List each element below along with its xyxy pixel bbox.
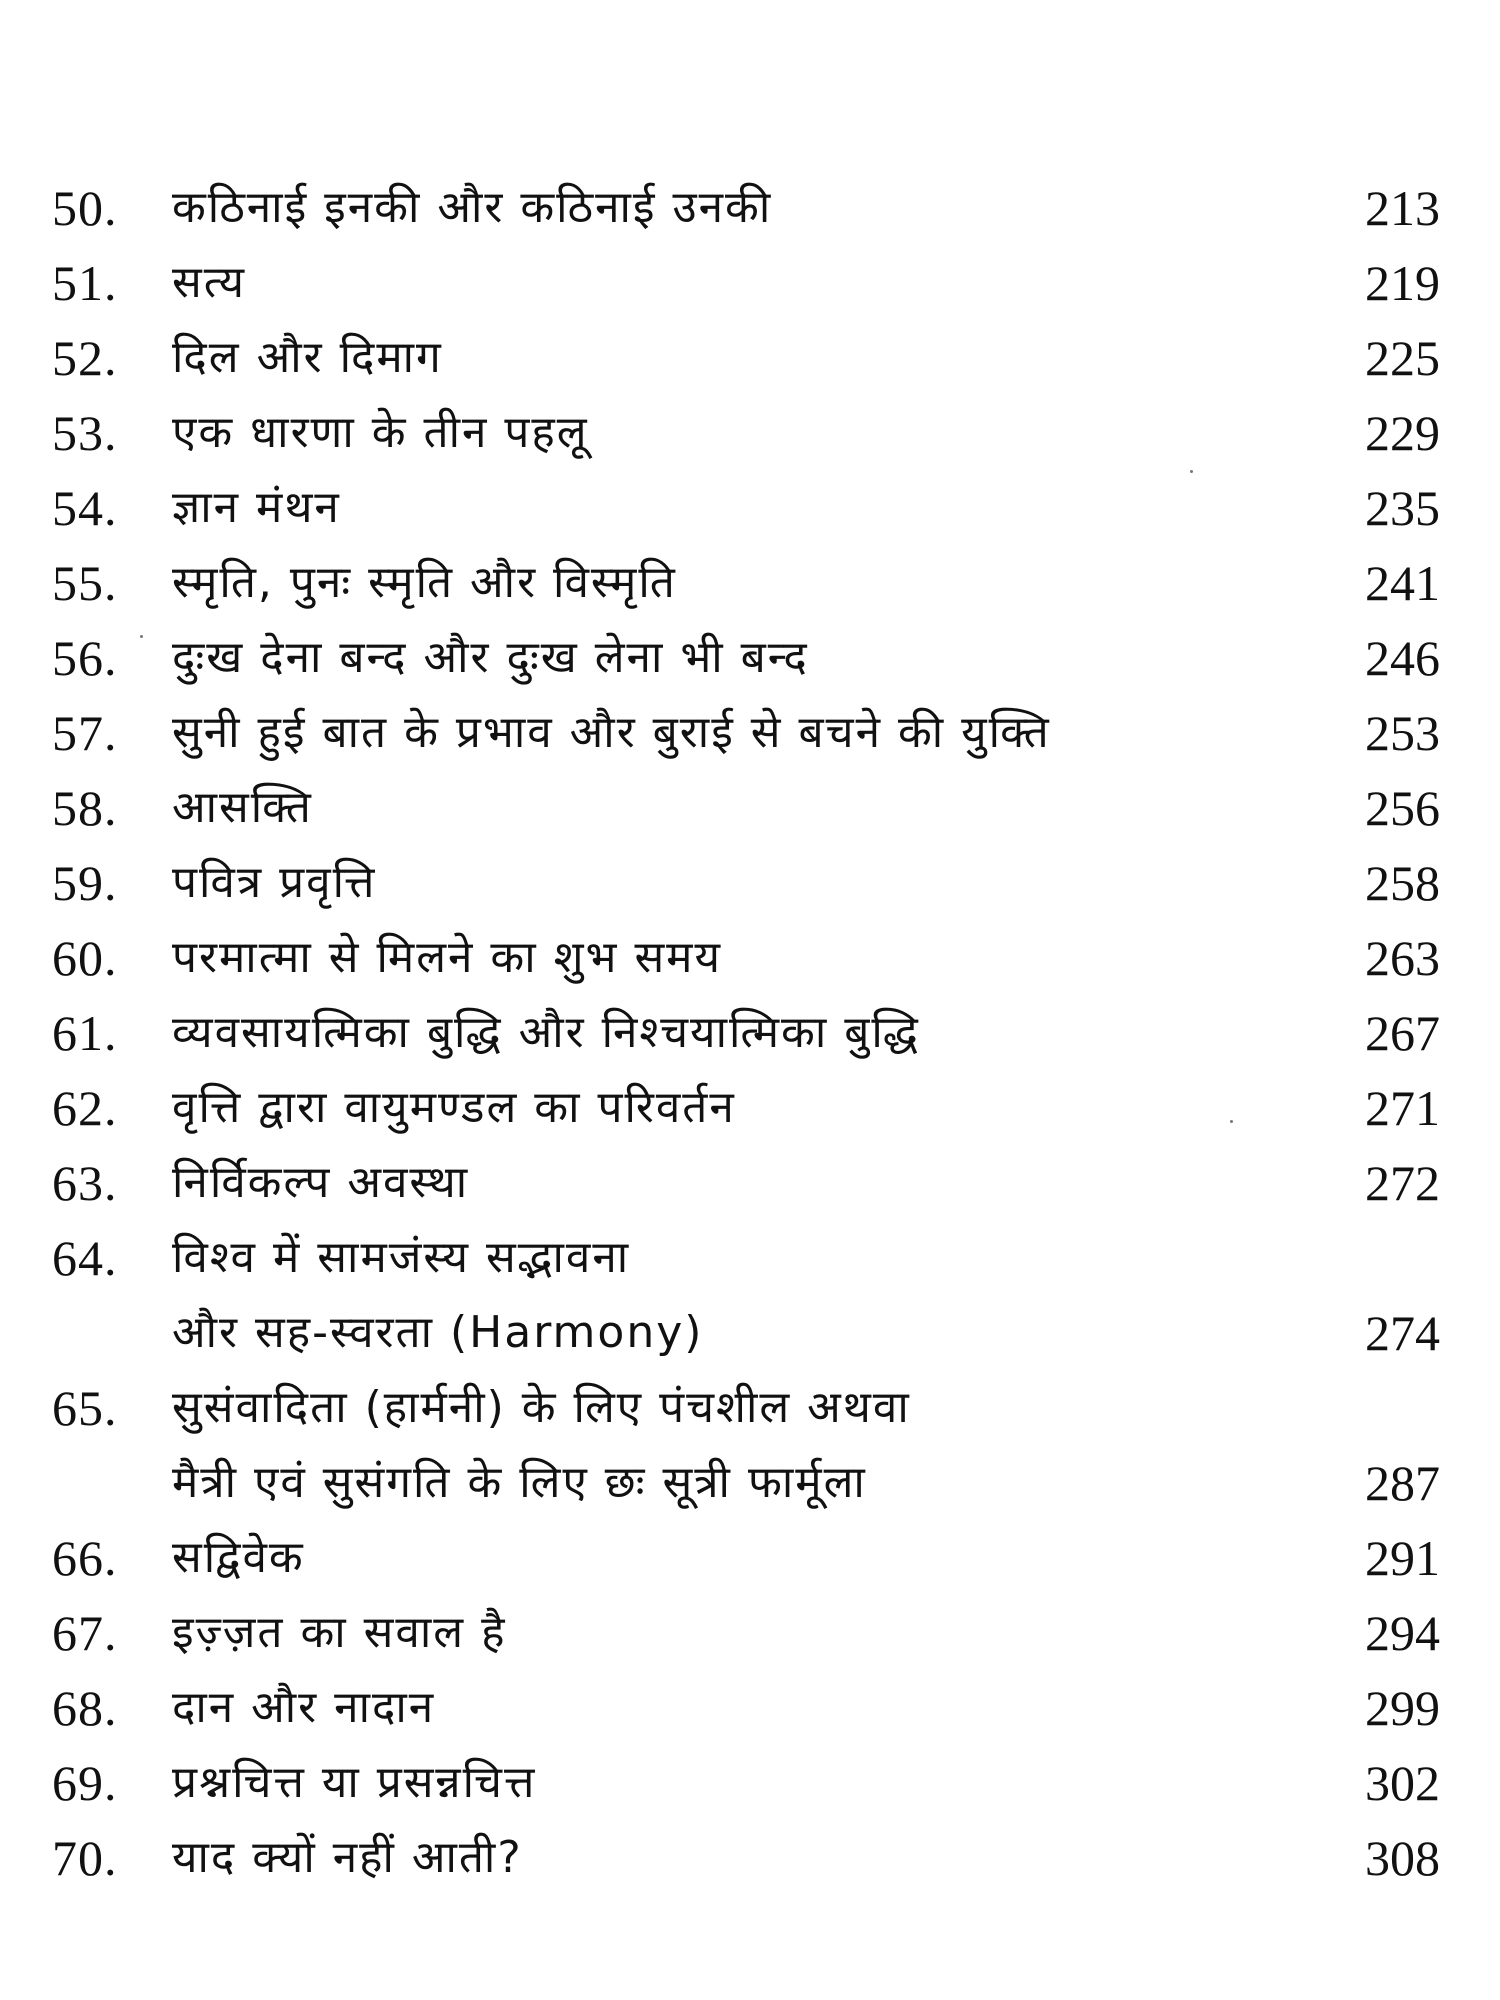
entry-page-number: 272: [1365, 1154, 1440, 1211]
entry-title: निर्विकल्प अवस्था: [172, 1156, 470, 1208]
toc-entry: [52, 545, 1452, 620]
toc-entry: [52, 1370, 1452, 1445]
toc-entry: [52, 320, 1452, 395]
entry-page-number: 253: [1365, 704, 1440, 761]
entry-page-number: 291: [1365, 1529, 1440, 1586]
entry-title: सत्य: [172, 256, 247, 308]
entry-number: 52.: [52, 329, 118, 386]
toc-entry: [52, 620, 1452, 695]
entry-title: परमात्मा से मिलने का शुभ समय: [172, 931, 723, 983]
entry-page-number: 241: [1365, 554, 1440, 611]
entry-title: ज्ञान मंथन: [172, 481, 341, 533]
entry-page-number: 267: [1365, 1004, 1440, 1061]
entry-number: 58.: [52, 779, 118, 836]
toc-entry: [52, 1820, 1452, 1895]
toc-entry: [52, 395, 1452, 470]
toc-entry: [52, 170, 1452, 245]
entry-title: सुसंवादिता (हार्मनी) के लिए पंचशील अथवा: [172, 1381, 911, 1433]
entry-page-number: 294: [1365, 1604, 1440, 1661]
entry-page-number: 256: [1365, 779, 1440, 836]
print-speck: [1230, 1120, 1233, 1123]
entry-number: 64.: [52, 1229, 118, 1286]
entry-page-number: 308: [1365, 1829, 1440, 1886]
entry-number: 56.: [52, 629, 118, 686]
entry-title: सद्विवेक: [172, 1531, 305, 1583]
entry-title: इज़्ज़त का सवाल है: [172, 1606, 507, 1658]
toc-entry: [52, 995, 1452, 1070]
entry-title: वृत्ति द्वारा वायुमण्डल का परिवर्तन: [172, 1081, 736, 1133]
entry-page-number: 229: [1365, 404, 1440, 461]
toc-entry: [52, 920, 1452, 995]
entry-title: और सह-स्वरता (Harmony): [172, 1306, 704, 1358]
entry-title: आसक्ति: [172, 781, 313, 833]
toc-entry: [52, 1220, 1452, 1295]
entry-number: 67.: [52, 1604, 118, 1661]
entry-page-number: 302: [1365, 1754, 1440, 1811]
toc-entry: [52, 245, 1452, 320]
entry-title: पवित्र प्रवृत्ति: [172, 856, 377, 908]
entry-title: व्यवसायत्मिका बुद्धि और निश्चयात्मिका बुद्धि: [172, 1006, 920, 1058]
toc-entry: [52, 1070, 1452, 1145]
toc-entry: [52, 1670, 1452, 1745]
entry-number: 51.: [52, 254, 118, 311]
toc-entry-continuation: [52, 1445, 1452, 1520]
entry-number: 61.: [52, 1004, 118, 1061]
entry-page-number: 299: [1365, 1679, 1440, 1736]
entry-title: सुनी हुई बात के प्रभाव और बुराई से बचने की युक्ति: [172, 706, 1051, 758]
entry-number: 54.: [52, 479, 118, 536]
toc-entry: [52, 1145, 1452, 1220]
entry-number: 55.: [52, 554, 118, 611]
entry-page-number: 225: [1365, 329, 1440, 386]
entry-number: 70.: [52, 1829, 118, 1886]
entry-number: 57.: [52, 704, 118, 761]
entry-number: 66.: [52, 1529, 118, 1586]
entry-title: याद क्यों नहीं आती?: [172, 1831, 523, 1883]
print-speck: [1190, 470, 1193, 473]
entry-number: 59.: [52, 854, 118, 911]
entry-page-number: 263: [1365, 929, 1440, 986]
toc-entry: [52, 1745, 1452, 1820]
table-of-contents: [52, 170, 1452, 1895]
entry-title: दान और नादान: [172, 1681, 436, 1733]
toc-entry: [52, 845, 1452, 920]
entry-title: मैत्री एवं सुसंगति के लिए छः सूत्री फार्मूला: [172, 1456, 867, 1508]
entry-title: कठिनाई इनकी और कठिनाई उनकी: [172, 181, 773, 233]
entry-title: एक धारणा के तीन पहलू: [172, 406, 589, 458]
entry-page-number: 271: [1365, 1079, 1440, 1136]
toc-entry-continuation: [52, 1295, 1452, 1370]
entry-number: 62.: [52, 1079, 118, 1136]
toc-entry: [52, 1595, 1452, 1670]
entry-page-number: 235: [1365, 479, 1440, 536]
entry-number: 50.: [52, 179, 118, 236]
entry-number: 60.: [52, 929, 118, 986]
entry-number: 68.: [52, 1679, 118, 1736]
entry-page-number: 274: [1365, 1304, 1440, 1361]
toc-entry: [52, 770, 1452, 845]
entry-title: दुःख देना बन्द और दुःख लेना भी बन्द: [172, 631, 809, 683]
entry-title: विश्व में सामजंस्य सद्भावना: [172, 1231, 631, 1283]
toc-entry: [52, 470, 1452, 545]
entry-title: स्मृति, पुनः स्मृति और विस्मृति: [172, 556, 677, 608]
entry-title: प्रश्नचित्त या प्रसन्नचित्त: [172, 1756, 537, 1808]
entry-number: 53.: [52, 404, 118, 461]
entry-number: 63.: [52, 1154, 118, 1211]
print-speck: [140, 635, 143, 638]
entry-page-number: 287: [1365, 1454, 1440, 1511]
entry-number: 69.: [52, 1754, 118, 1811]
entry-title: दिल और दिमाग: [172, 331, 443, 383]
entry-page-number: 213: [1365, 179, 1440, 236]
entry-page-number: 246: [1365, 629, 1440, 686]
entry-page-number: 258: [1365, 854, 1440, 911]
toc-entry: [52, 1520, 1452, 1595]
toc-entry: [52, 695, 1452, 770]
entry-page-number: 219: [1365, 254, 1440, 311]
entry-number: 65.: [52, 1379, 118, 1436]
